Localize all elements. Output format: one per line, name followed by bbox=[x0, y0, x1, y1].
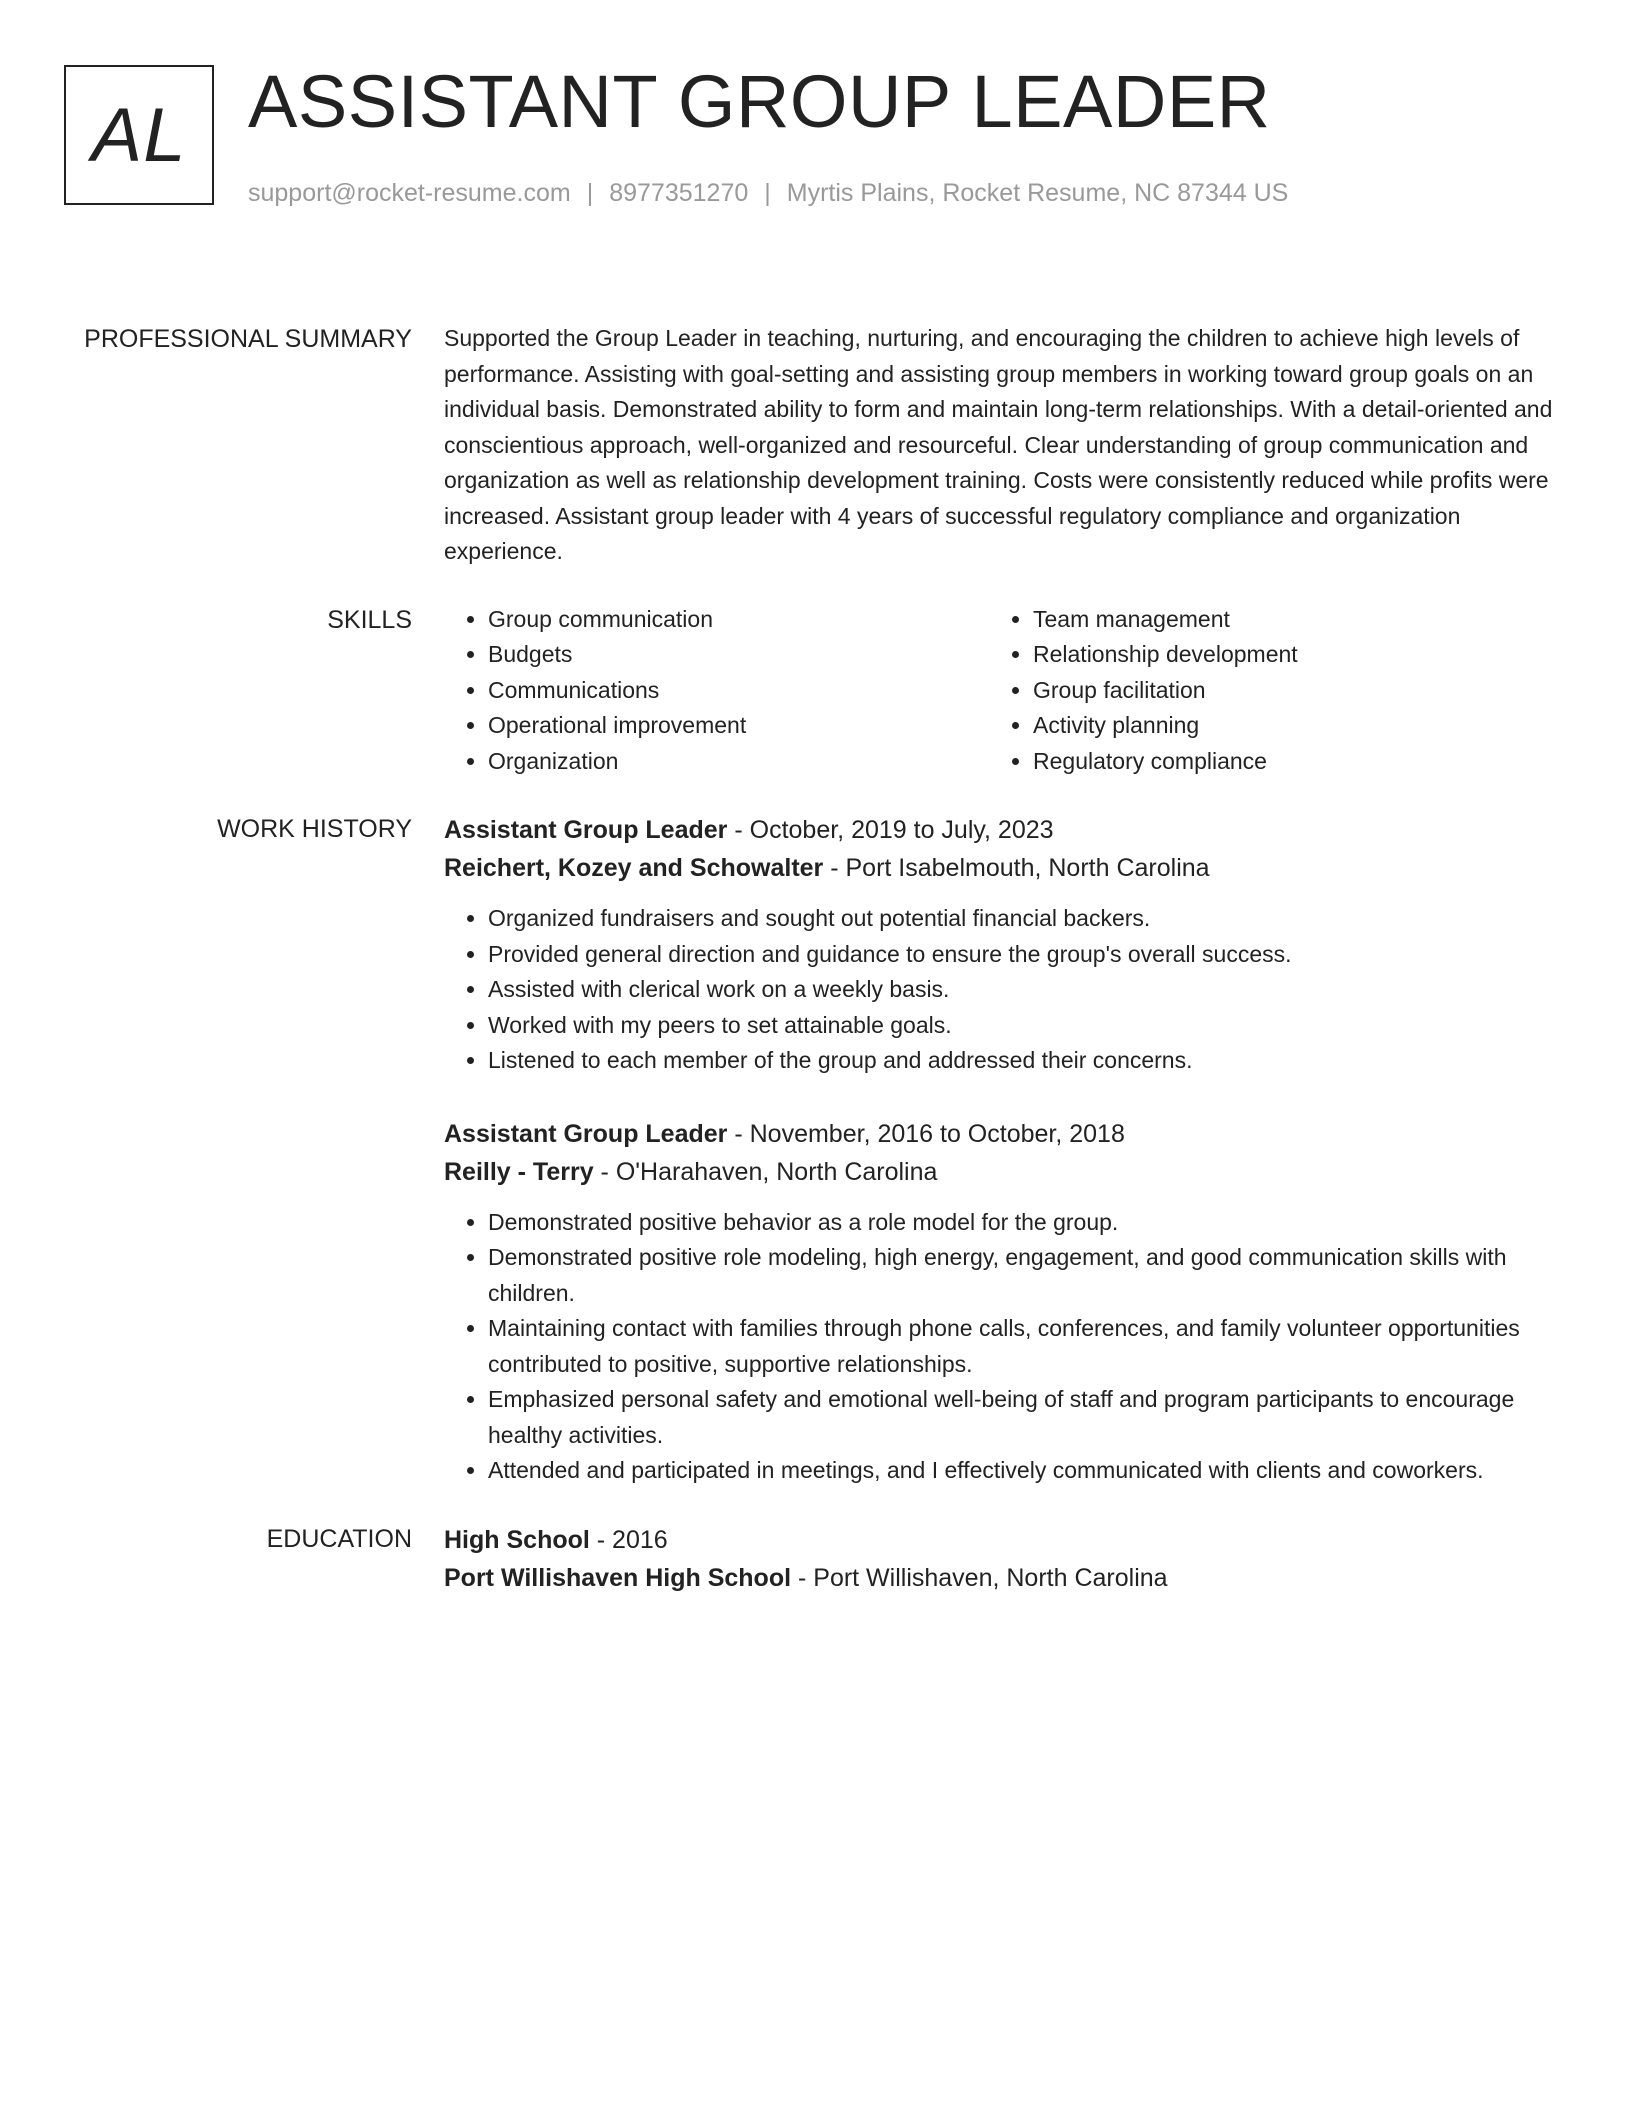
job-bullet: • Worked with my peers to set attainable goals. bbox=[488, 1008, 1556, 1044]
job-location: - O'Harahaven, North Carolina bbox=[593, 1157, 938, 1186]
job-bullet: • Demonstrated positive behavior as a role model for the group. bbox=[488, 1205, 1556, 1241]
skill-item: • Communications bbox=[488, 673, 989, 709]
job-bullet: • Listened to each member of the group and addressed their concerns. bbox=[488, 1043, 1556, 1079]
job-dates: - November, 2016 to October, 2018 bbox=[727, 1119, 1125, 1148]
contact-email[interactable]: support@rocket-resume.com bbox=[248, 179, 571, 207]
job-company-line bbox=[444, 1153, 1556, 1191]
education-school: Port Willishaven High School bbox=[444, 1563, 792, 1592]
section-body bbox=[444, 1521, 1556, 1597]
skill-item: • Regulatory compliance bbox=[1033, 744, 1534, 780]
section-education bbox=[0, 1521, 1632, 1597]
contact-address: Myrtis Plains, Rocket Resume, NC 87344 US bbox=[786, 179, 1289, 207]
skill-item: • Team management bbox=[1033, 602, 1534, 638]
job-dates: - October, 2019 to July, 2023 bbox=[727, 816, 1054, 844]
job-location: - Port Isabelmouth, North Carolina bbox=[823, 854, 1210, 882]
section-skills bbox=[0, 602, 1632, 780]
education-location: - Port Willishaven, North Carolina bbox=[791, 1563, 1168, 1592]
contact-separator: | bbox=[586, 179, 594, 207]
skill-item: • Activity planning bbox=[1033, 708, 1534, 744]
skills-grid bbox=[444, 602, 1556, 780]
section-professional-summary bbox=[0, 321, 1632, 570]
monogram-logo: AL bbox=[64, 65, 214, 205]
job-title-heading: ASSISTANT GROUP LEADER bbox=[248, 60, 1271, 143]
skill-item: • Operational improvement bbox=[488, 708, 989, 744]
section-body bbox=[444, 321, 1556, 570]
skill-item: • Organization bbox=[488, 744, 989, 780]
section-label: EDUCATION bbox=[266, 1524, 412, 1553]
job-title: Assistant Group Leader bbox=[444, 816, 728, 844]
contact-separator: | bbox=[764, 179, 771, 207]
job-company: Reilly - Terry bbox=[444, 1157, 594, 1186]
skills-column-left bbox=[444, 602, 989, 780]
job-bullet: • Provided general direction and guidance to ensure the group's overall success. bbox=[488, 937, 1556, 973]
job-company: Reichert, Kozey and Schowalter bbox=[444, 854, 824, 882]
section-label: SKILLS bbox=[327, 605, 412, 634]
education-year: - 2016 bbox=[589, 1525, 668, 1554]
job-bullet: • Organized fundraisers and sought out potential financial backers. bbox=[488, 901, 1556, 937]
job-title: Assistant Group Leader bbox=[444, 1119, 728, 1148]
job-company-line bbox=[444, 849, 1556, 887]
job-bullets bbox=[444, 1205, 1556, 1489]
section-work-history bbox=[0, 811, 1632, 1489]
title-block bbox=[248, 60, 1572, 208]
job-bullet: • Demonstrated positive role modeling, high energy, engagement, and good communication skills with children. bbox=[488, 1240, 1556, 1311]
section-body bbox=[444, 602, 1556, 780]
contact-line bbox=[248, 179, 1572, 208]
skill-item: • Group facilitation bbox=[1033, 673, 1534, 709]
job-bullet: • Emphasized personal safety and emotional well-being of staff and program participants to encourage healthy activities. bbox=[488, 1382, 1556, 1453]
skill-item: • Budgets bbox=[488, 637, 989, 673]
skills-column-right bbox=[989, 602, 1534, 780]
contact-phone[interactable]: 8977351270 bbox=[609, 179, 749, 207]
job-entry bbox=[444, 1115, 1556, 1489]
section-body bbox=[444, 811, 1556, 1489]
skill-item: • Relationship development bbox=[1033, 637, 1534, 673]
education-school-line bbox=[444, 1559, 1556, 1597]
resume-header bbox=[0, 60, 1632, 225]
job-bullet: • Attended and participated in meetings, and I effectively communicated with clients and coworkers. bbox=[488, 1453, 1556, 1489]
section-label: PROFESSIONAL SUMMARY bbox=[84, 325, 412, 353]
job-title-line bbox=[444, 1115, 1556, 1153]
job-entry bbox=[444, 811, 1556, 1079]
summary-text: Supported the Group Leader in teaching, nurturing, and encouraging the children to achieve high levels of performance. Assisting with goal-setting and assisting group members in working toward group goals on an individual basis. Demonstrated ability to form and maintain long-term relationships. With a detail-oriented and conscientious approach, well-organized and resourceful. Clear understanding of group communication and organization as well as relationship development training. Costs were consistently reduced while profits were increased. Assistant group leader with 4 years of successful regulatory compliance and organization experience. bbox=[444, 325, 1553, 564]
job-title-line bbox=[444, 811, 1556, 849]
job-bullets bbox=[444, 901, 1556, 1079]
job-bullet: • Maintaining contact with families through phone calls, conferences, and family volunteer opportunities contributed to positive, supportive relationships. bbox=[488, 1311, 1556, 1382]
skill-item: • Group communication bbox=[488, 602, 989, 638]
job-bullet: • Assisted with clerical work on a weekly basis. bbox=[488, 972, 1556, 1008]
section-label: WORK HISTORY bbox=[217, 815, 412, 843]
education-degree-line bbox=[444, 1521, 1556, 1559]
education-degree: High School bbox=[444, 1525, 590, 1554]
